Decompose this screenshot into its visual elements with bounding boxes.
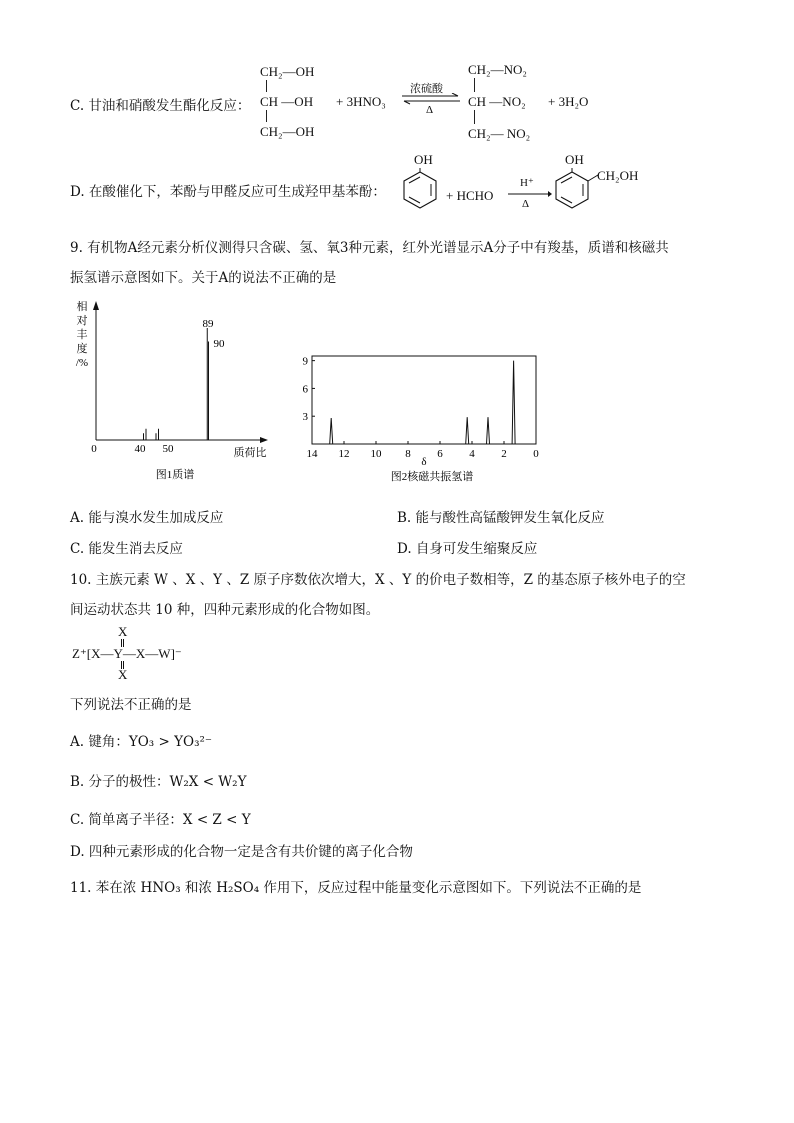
reagent-hcho: + HCHO [446, 188, 494, 203]
glycerol-line-1: CH₂—OH [260, 64, 315, 79]
structure-bottom-atom: X [118, 667, 128, 682]
svg-text:丰: 丰 [76, 329, 88, 341]
svg-text:度: 度 [76, 343, 88, 355]
x-tick-label: 10 [370, 448, 382, 460]
bond-line [474, 110, 475, 124]
y-tick-label: 3 [302, 411, 308, 424]
option-9a: A. 能与溴水发生加成反应 [70, 510, 224, 526]
benzene-ring-icon [400, 168, 440, 214]
nmr-peak [330, 418, 333, 444]
product-line-1: CH₂—NO₂ [468, 62, 527, 77]
nmr-peak [466, 417, 469, 444]
bond-line [474, 78, 475, 92]
product-water: + 3H₂O [548, 94, 589, 109]
nmr-peak [487, 417, 490, 444]
question-10-line-2: 间运动状态共 10 种，四种元素形成的化合物如图。 [70, 602, 380, 618]
mass-spectrum-chart [70, 298, 280, 488]
option-10c: C. 简单离子半径：X < Z < Y [70, 812, 251, 828]
question-9-line-1: 9. 有机物A经元素分析仪测得只含碳、氢、氧3种元素，红外光谱显示A分子中有羧基，质谱和核磁共 [70, 240, 669, 256]
option-10b: B. 分子的极性：W₂X < W₂Y [70, 774, 247, 790]
x-tick-label: 12 [338, 448, 350, 460]
product-line-2: CH —NO₂ [468, 94, 526, 109]
x-tick-label: 0 [533, 448, 539, 460]
structure-formula: Z⁺[X—Y—X—W]⁻ [72, 646, 182, 661]
y-tick-label: 6 [302, 383, 308, 396]
option-8d-label: D. 在酸催化下，苯酚与甲醛反应可生成羟甲基苯酚： [70, 184, 386, 200]
nmr-peak [512, 361, 515, 444]
x-axis-label: δ [421, 456, 427, 468]
svg-text:/%: /% [75, 357, 89, 369]
plot-frame [312, 356, 536, 444]
x-axis-label: 质荷比 [233, 447, 267, 459]
svg-text:相: 相 [76, 301, 88, 313]
x-tick-label: 40 [134, 443, 146, 455]
reaction-arrow-icon [508, 190, 552, 198]
condition-catalyst: 浓硫酸 [410, 83, 443, 95]
option-9c: C. 能发生消去反应 [70, 541, 183, 557]
option-10d: D. 四种元素形成的化合物一定是含有共价键的离子化合物 [70, 844, 413, 860]
y-axis-label [76, 299, 88, 369]
chart-title: 图2核磁共振氢谱 [390, 471, 474, 483]
glycerol-line-2: CH —OH [260, 94, 314, 109]
question-9-line-2: 振氢谱示意图如下。关于A的说法不正确的是 [70, 270, 337, 286]
condition-heat: Δ [522, 198, 530, 210]
x-tick-label: 4 [469, 448, 475, 460]
chart-title: 图1质谱 [155, 469, 195, 481]
condition-acid: H⁺ [520, 177, 534, 189]
question-11-line-1: 11. 苯在浓 HNO₃ 和浓 H₂SO₄ 作用下，反应过程中能量变化示意图如下。下列说法不正确的是 [70, 880, 642, 896]
option-8c-label: C. 甘油和硝酸发生酯化反应： [70, 98, 251, 114]
option-9b: B. 能与酸性高锰酸钾发生氧化反应 [397, 510, 605, 526]
phenol-oh: OH [414, 152, 433, 167]
x-tick-label: 8 [405, 448, 411, 460]
product-line-3: CH₂— NO₂ [468, 126, 531, 141]
question-10-stem: 下列说法不正确的是 [70, 697, 192, 713]
x-axis-arrow-icon [260, 437, 268, 443]
bond-line [266, 80, 267, 92]
option-10a: A. 键角：YO₃ > YO₃²⁻ [70, 734, 213, 750]
y-tick-label: 9 [302, 355, 308, 368]
x-tick-label: 0 [91, 443, 97, 455]
x-tick-label: 50 [162, 443, 174, 455]
nmr-spectrum-chart [296, 352, 550, 486]
peak-label: 90 [213, 338, 225, 350]
x-tick-label: 6 [437, 448, 443, 460]
peak-label: 89 [202, 318, 214, 330]
question-10-line-1: 10. 主族元素 W 、X 、Y 、Z 原子序数依次增大，X 、Y 的价电子数相等，Z 的基态原子核外电子的空 [70, 572, 686, 588]
bond-line [266, 110, 267, 122]
structure-top-atom: X [118, 624, 128, 639]
option-9d: D. 自身可发生缩聚反应 [397, 541, 538, 557]
product-oh: OH [565, 152, 584, 167]
product-ch2oh: CH₂OH [597, 168, 639, 183]
reagent-hno3: + 3HNO₃ [336, 94, 386, 109]
x-tick-label: 14 [306, 448, 318, 460]
glycerol-line-3: CH₂—OH [260, 124, 315, 139]
x-tick-label: 2 [501, 448, 507, 460]
y-axis-arrow-icon [93, 301, 99, 310]
condition-heat: Δ [426, 104, 434, 116]
svg-text:对: 对 [76, 315, 88, 327]
